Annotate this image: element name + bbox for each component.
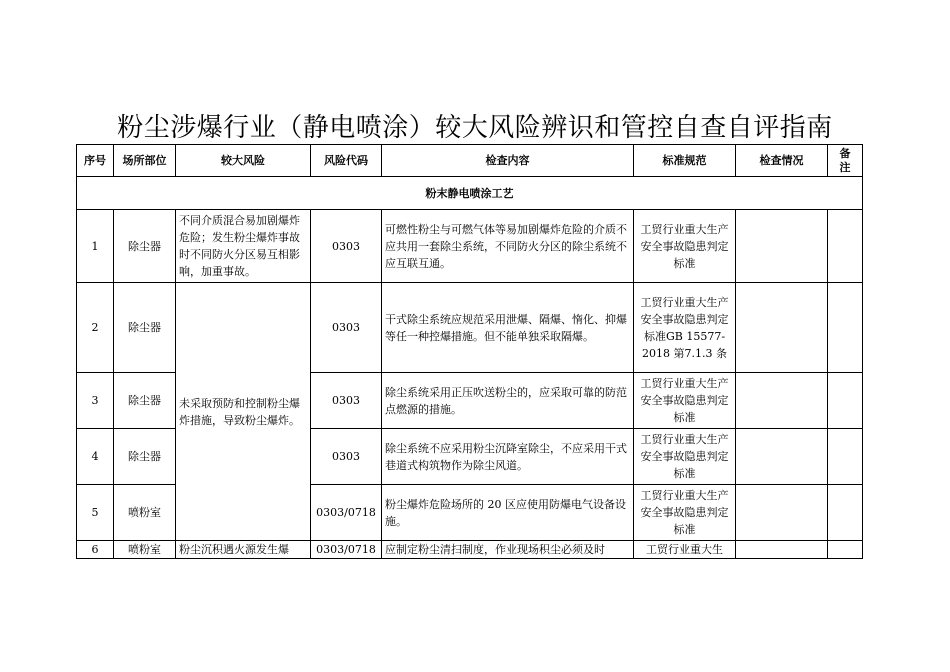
- cell-status: [736, 283, 828, 373]
- table-row: [77, 210, 863, 283]
- header-code: 风险代码: [311, 145, 382, 177]
- cell-remark: [828, 541, 863, 559]
- page-title: 粉尘涉爆行业（静电喷涂）较大风险辨识和管控自查自评指南: [117, 113, 833, 143]
- header-location: 场所部位: [114, 145, 176, 177]
- cell-code: 0303: [311, 210, 382, 283]
- table-row: [77, 541, 863, 559]
- cell-content: 干式除尘系统应规范采用泄爆、隔爆、惰化、抑爆等任一种控爆措施。但不能单独采取隔爆。: [382, 283, 634, 373]
- header-standard: 标准规范: [634, 145, 736, 177]
- cell-seq: 2: [77, 283, 114, 373]
- cell-location: 除尘器: [114, 283, 176, 373]
- cell-remark: [828, 429, 863, 485]
- risk-checklist-table: [76, 144, 863, 559]
- cell-code: 0303: [311, 373, 382, 429]
- cell-risk-shared: 未采取预防和控制粉尘爆炸措施，导致粉尘爆炸。: [176, 283, 311, 541]
- cell-risk: 不同介质混合易加剧爆炸危险；发生粉尘爆炸事故时不同防火分区易互相影响，加重事故。: [176, 210, 311, 283]
- cell-risk: 粉尘沉积遇火源发生爆: [176, 541, 311, 559]
- header-row: [77, 145, 863, 177]
- cell-location: 喷粉室: [114, 485, 176, 541]
- cell-content: 粉尘爆炸危险场所的 20 区应使用防爆电气设备设施。: [382, 485, 634, 541]
- cell-seq: 4: [77, 429, 114, 485]
- cell-content: 应制定粉尘清扫制度，作业现场积尘必须及时: [382, 541, 634, 559]
- cell-remark: [828, 283, 863, 373]
- header-remark: 备注: [828, 145, 863, 177]
- section-title: 粉末静电喷涂工艺: [77, 177, 863, 210]
- cell-content: 除尘系统采用正压吹送粉尘的，应采取可靠的防范点燃源的措施。: [382, 373, 634, 429]
- cell-standard: 工贸行业重大生产安全事故隐患判定标准: [634, 210, 736, 283]
- cell-seq: 3: [77, 373, 114, 429]
- cell-status: [736, 210, 828, 283]
- header-content: 检查内容: [382, 145, 634, 177]
- cell-remark: [828, 485, 863, 541]
- cell-location: 除尘器: [114, 373, 176, 429]
- cell-content: 除尘系统不应采用粉尘沉降室除尘，不应采用干式巷道式构筑物作为除尘风道。: [382, 429, 634, 485]
- cell-remark: [828, 210, 863, 283]
- cell-code: 0303/0718: [311, 485, 382, 541]
- cell-standard: 工贸行业重大生产安全事故隐患判定标准: [634, 485, 736, 541]
- cell-content: 可燃性粉尘与可燃气体等易加剧爆炸危险的介质不应共用一套除尘系统，不同防火分区的除尘系统不应互联互通。: [382, 210, 634, 283]
- cell-seq: 6: [77, 541, 114, 559]
- cell-standard: 工贸行业重大生: [634, 541, 736, 559]
- cell-status: [736, 373, 828, 429]
- cell-location: 除尘器: [114, 210, 176, 283]
- cell-code: 0303/0718: [311, 541, 382, 559]
- cell-seq: 5: [77, 485, 114, 541]
- cell-status: [736, 485, 828, 541]
- header-risk: 较大风险: [176, 145, 311, 177]
- cell-code: 0303: [311, 283, 382, 373]
- cell-seq: 1: [77, 210, 114, 283]
- table-row: [77, 283, 863, 373]
- cell-status: [736, 541, 828, 559]
- cell-remark: [828, 373, 863, 429]
- cell-code: 0303: [311, 429, 382, 485]
- section-row: [77, 177, 863, 210]
- cell-location: 除尘器: [114, 429, 176, 485]
- header-status: 检查情况: [736, 145, 828, 177]
- header-seq: 序号: [77, 145, 114, 177]
- cell-status: [736, 429, 828, 485]
- cell-standard: 工贸行业重大生产安全事故隐患判定标准: [634, 373, 736, 429]
- cell-location: 喷粉室: [114, 541, 176, 559]
- cell-standard: 工贸行业重大生产安全事故隐患判定标准GB 15577-2018 第7.1.3 条: [634, 283, 736, 373]
- cell-standard: 工贸行业重大生产安全事故隐患判定标准: [634, 429, 736, 485]
